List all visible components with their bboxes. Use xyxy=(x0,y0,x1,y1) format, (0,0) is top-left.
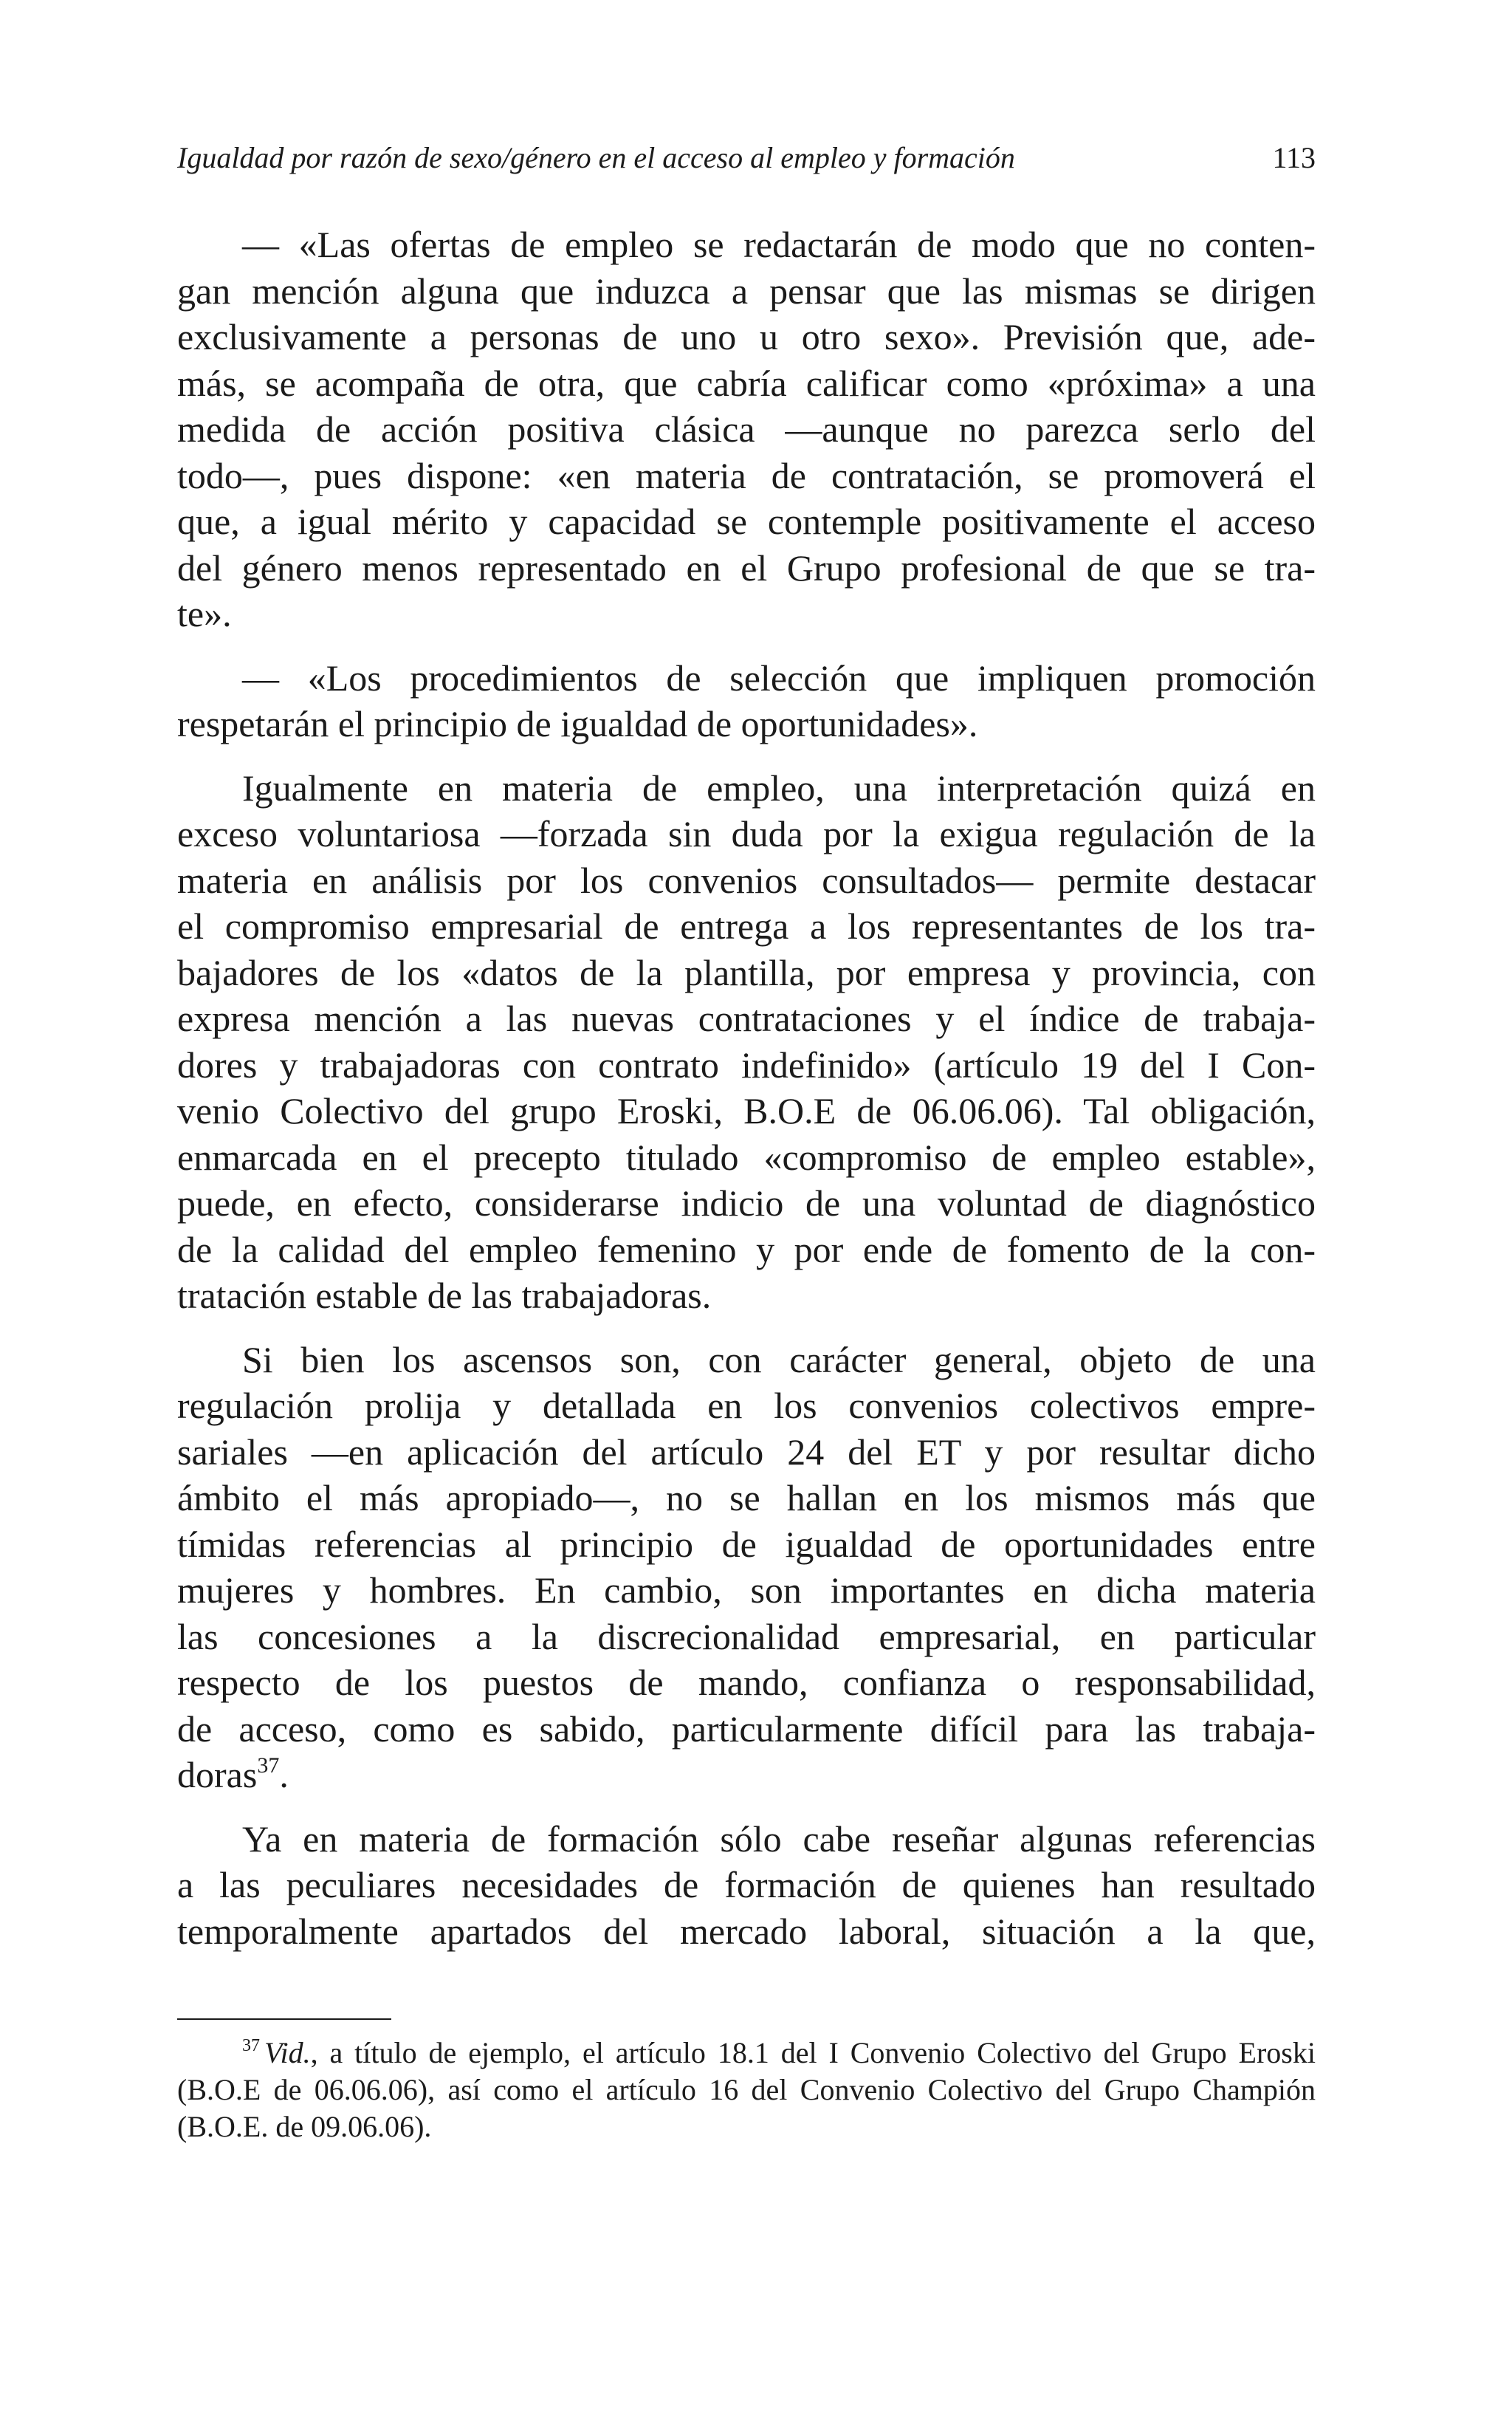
text-line: puede, en efecto, considerarse indicio de una voluntad de diagnóstico xyxy=(177,1182,1316,1224)
text-line: te». xyxy=(177,593,232,634)
text-line: exclusivamente a personas de uno u otro sexo». Previsión que, ade- xyxy=(177,316,1316,357)
text-line: venio Colectivo del grupo Eroski, B.O.E de 06.06.06). Tal obligación, xyxy=(177,1090,1316,1131)
text-line: de acceso, como es sabido, particularmente difícil para las trabaja- xyxy=(177,1707,1316,1750)
text-line: el compromiso empresarial de entrega a los representantes de los tra- xyxy=(177,905,1316,947)
footnote-number: 37 xyxy=(242,2036,260,2055)
footnote-line: (B.O.E de 06.06.06), así como el artículo 16 del Convenio Colectivo del Grupo Champión xyxy=(177,2073,1316,2106)
text-fragment: doras xyxy=(177,1754,258,1795)
text-line: dores y trabajadoras con contrato indefinido» (artículo 19 del I Con- xyxy=(177,1044,1316,1086)
text-line: bajadores de los «datos de la plantilla, por empresa y provincia, con xyxy=(177,951,1316,993)
text-line: ámbito el más apropiado—, no se hallan en los mismos más que xyxy=(177,1477,1316,1518)
paragraph xyxy=(177,655,1316,747)
text-line: temporalmente apartados del mercado laboral, situación a la que, xyxy=(177,1910,1316,1952)
text-line: todo—, pues dispone: «en materia de contratación, se promoverá el xyxy=(177,454,1316,496)
text-fragment: , a título de ejemplo, el artículo 18.1 del I Convenio Colectivo del Grupo Eroski xyxy=(310,2036,1316,2069)
text-line: tímidas referencias al principio de igualdad de oportunidades entre xyxy=(177,1523,1316,1565)
paragraph xyxy=(177,1816,1316,1955)
paragraph xyxy=(177,765,1316,1319)
text-line: exceso voluntariosa —forzada sin duda por la exigua regulación de la xyxy=(177,813,1316,854)
paragraph xyxy=(177,1337,1316,1798)
text-line: tratación estable de las trabajadoras. xyxy=(177,1275,712,1316)
text-line: del género menos representado en el Grupo profesional de que se tra- xyxy=(177,547,1316,589)
text-line: Si bien los ascensos son, con carácter general, objeto de una xyxy=(242,1338,1316,1380)
footnote-reference[interactable]: 37 xyxy=(257,1753,280,1778)
page-number: 113 xyxy=(1272,141,1316,174)
text-line: Igualmente en materia de empleo, una interpretación quizá en xyxy=(242,767,1316,809)
footnote-separator xyxy=(177,2018,391,2020)
text-line: gan mención alguna que induzca a pensar que las mismas se dirigen xyxy=(177,270,1316,312)
text-line: que, a igual mérito y capacidad se contemple positivamente el acceso xyxy=(177,501,1316,542)
text-line: las concesiones a la discrecionalidad empresarial, en particular xyxy=(177,1615,1316,1657)
running-title: Igualdad por razón de sexo/género en el acceso al empleo y formación xyxy=(177,141,1015,174)
text-line: mujeres y hombres. En cambio, son importantes en dicha materia xyxy=(177,1569,1316,1611)
text-line: — «Los procedimientos de selección que impliquen promoción xyxy=(242,657,1316,699)
text-line: más, se acompaña de otra, que cabría calificar como «próxima» a una xyxy=(177,362,1316,404)
text-line: sariales —en aplicación del artículo 24 del ET y por resultar dicho xyxy=(177,1431,1316,1473)
running-header xyxy=(177,137,1316,182)
text-line: a las peculiares necesidades de formación de quienes han resultado xyxy=(177,1864,1316,1905)
footnote-line: (B.O.E. de 09.06.06). xyxy=(177,2110,432,2143)
text-line: — «Las ofertas de empleo se redactarán de modo que no conten- xyxy=(242,224,1316,265)
text-fragment: . xyxy=(279,1754,289,1795)
text-line xyxy=(177,1752,1316,1798)
text-line: de la calidad del empleo femenino y por ende de fomento de la con- xyxy=(177,1228,1316,1270)
text-line: expresa mención a las nuevas contrataciones y el índice de trabaja- xyxy=(177,998,1316,1039)
text-line: respecto de los puestos de mando, confianza o responsabilidad, xyxy=(177,1662,1316,1703)
paragraph xyxy=(177,222,1316,637)
footnote-italic-lead: Vid. xyxy=(264,2036,311,2069)
text-line: materia en análisis por los convenios consultados— permite destacar xyxy=(177,859,1316,901)
text-line: Ya en materia de formación sólo cabe reseñar algunas referencias xyxy=(242,1817,1316,1860)
text-line: regulación prolija y detallada en los convenios colectivos empre- xyxy=(177,1385,1316,1426)
text-line: respetarán el principio de igualdad de oportunidades». xyxy=(177,703,978,744)
text-line: medida de acción positiva clásica —aunque no parezca serlo del xyxy=(177,408,1316,450)
footnote xyxy=(177,2035,1316,2145)
text-line: enmarcada en el precepto titulado «compromiso de empleo estable», xyxy=(177,1136,1316,1178)
footnote-line xyxy=(177,2035,1316,2072)
body-text xyxy=(177,222,1316,1954)
